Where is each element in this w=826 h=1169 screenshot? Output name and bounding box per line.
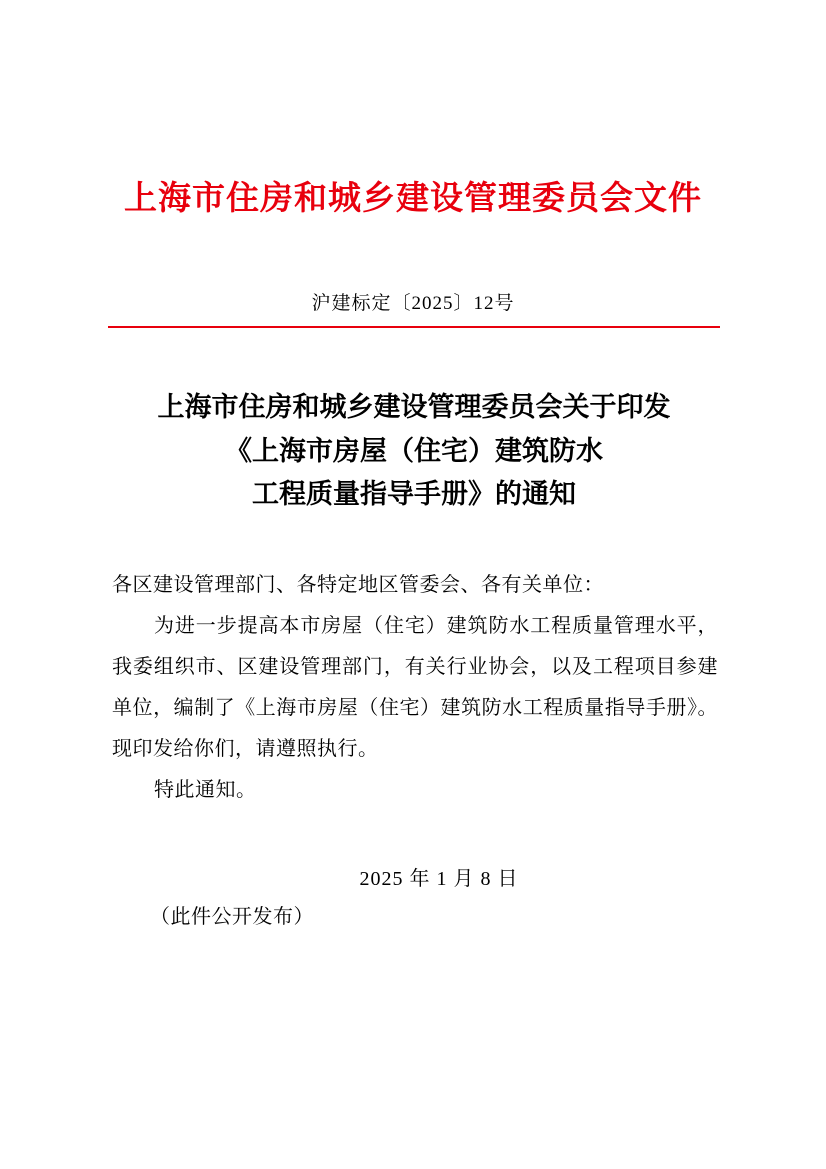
red-divider-rule [108, 326, 720, 328]
issue-date: 2025 年 1 月 8 日 [359, 868, 519, 890]
page-title-line-2: 《上海市房屋（住宅）建筑防水 [225, 435, 603, 467]
document-body [112, 565, 718, 811]
page-title [108, 386, 720, 517]
body-paragraph-2: 特此通知。 [154, 779, 257, 801]
page-title-line-3: 工程质量指导手册》的通知 [252, 479, 576, 511]
salutation: 各区建设管理部门、各特定地区管委会、各有关单位： [112, 574, 604, 596]
page-title-line-1: 上海市住房和城乡建设管理委员会关于印发 [157, 392, 671, 423]
masthead-title: 上海市住房和城乡建设管理委员会文件 [124, 178, 702, 217]
document-number: 沪建标定〔2025〕12号 [311, 293, 515, 314]
publish-note: （此件公开发布） [150, 906, 314, 928]
body-paragraph-1: 为进一步提高本市房屋（住宅）建筑防水工程质量管理水平，我委组织市、区建设管理部门，有关行业协会，以及工程项目参建单位，编制了《上海市房屋（住宅）建筑防水工程质量指导手册》。现印发给你们，请遵照执行。 [112, 615, 718, 760]
